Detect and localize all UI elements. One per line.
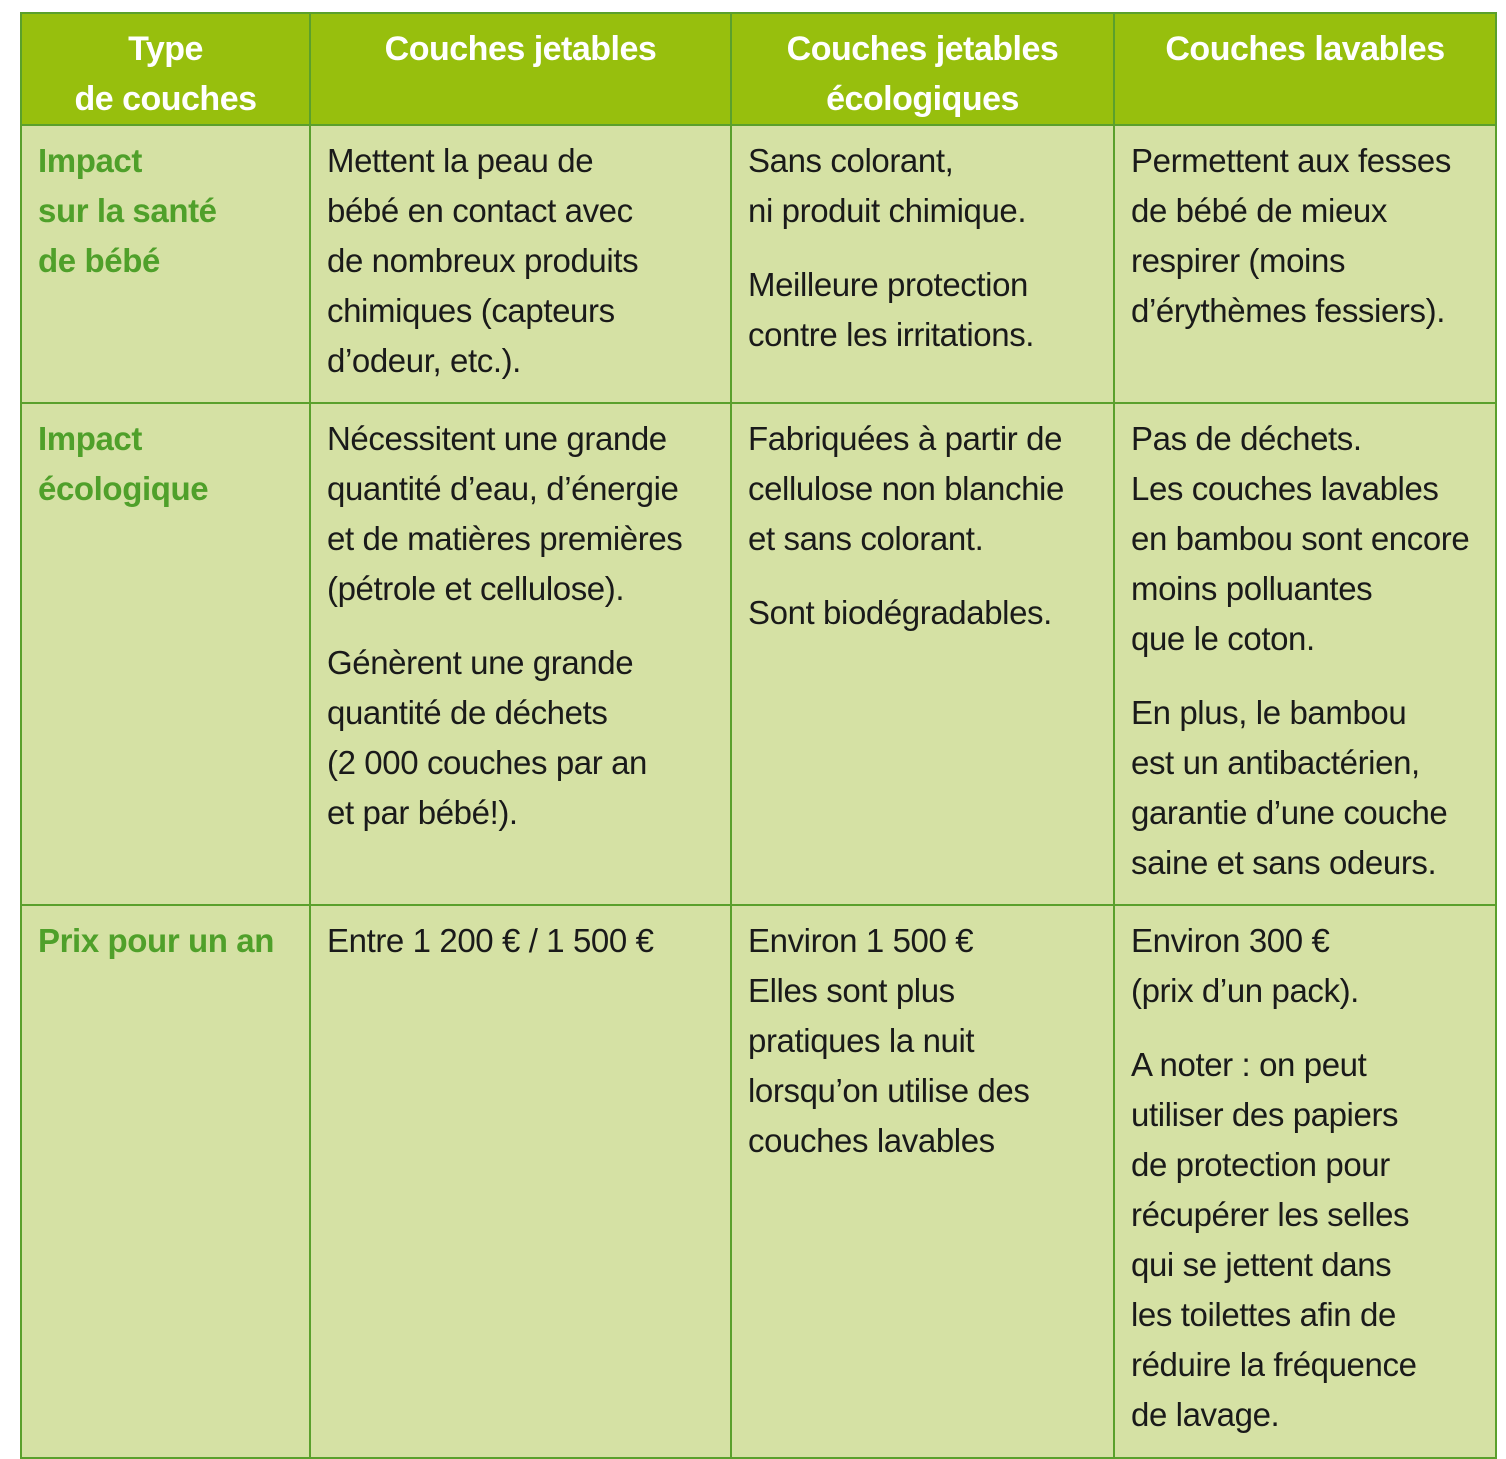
comparison-table (20, 12, 1497, 1459)
text-line: que le coton. (1131, 620, 1315, 657)
text-line: (prix d’un pack). (1131, 972, 1359, 1009)
text-line: Couches jetables (384, 30, 657, 68)
text-line: en bambou sont encore (1131, 520, 1470, 557)
row-label-impact-ecologique (21, 403, 310, 905)
paragraph (1131, 688, 1487, 888)
paragraph (327, 136, 722, 386)
text-line: pratiques la nuit (748, 1022, 975, 1059)
text-line: Elles sont plus (748, 972, 955, 1009)
header-type (21, 13, 310, 125)
text-line: Impact (38, 420, 142, 457)
text-line: lorsqu’on utilise des (748, 1072, 1030, 1109)
row-label-impact-sante (21, 125, 310, 403)
text-line: et par bébé!). (327, 794, 518, 831)
cell-ecologique-jetables (310, 403, 731, 905)
text-line: A noter : on peut (1131, 1046, 1367, 1083)
text-line: Environ 300 € (1131, 922, 1330, 959)
text-line: ni produit chimique. (748, 192, 1027, 229)
cell-prix-lavables (1114, 905, 1496, 1458)
text-line: Couches lavables (1165, 30, 1445, 68)
text-line: les toilettes afin de (1131, 1296, 1396, 1333)
header-couches-ecologiques (731, 13, 1114, 125)
text-line: récupérer les selles (1131, 1196, 1410, 1233)
text-line: Prix pour un an (38, 922, 275, 959)
text-line: d’érythèmes fessiers). (1131, 292, 1445, 329)
paragraph (748, 260, 1105, 360)
paragraph (327, 414, 722, 614)
text-line: sur la santé (38, 192, 217, 229)
text-line: (pétrole et cellulose). (327, 570, 625, 607)
text-line: écologique (38, 470, 209, 507)
paragraph (748, 588, 1105, 638)
text-line: de bébé (38, 242, 160, 279)
row-label-prix (21, 905, 310, 1458)
text-line: de bébé de mieux (1131, 192, 1387, 229)
text-line: de nombreux produits (327, 242, 639, 279)
text-line: de protection pour (1131, 1146, 1390, 1183)
text-line: et de matières premières (327, 520, 683, 557)
text-line: saine et sans odeurs. (1131, 844, 1437, 881)
text-line: écologiques (826, 80, 1019, 118)
text-line: contre les irritations. (748, 316, 1035, 353)
text-line: couches lavables (748, 1122, 995, 1159)
text-line: Fabriquées à partir de (748, 420, 1063, 457)
text-line: Impact (38, 142, 142, 179)
cell-ecologique-lavables (1114, 403, 1496, 905)
text-line: Entre 1 200 € / 1 500 € (327, 922, 654, 959)
text-line: Génèrent une grande (327, 644, 634, 681)
cell-prix-jetables (310, 905, 731, 1458)
row-prix (21, 905, 1496, 1458)
cell-sante-lavables (1114, 125, 1496, 403)
text-line: Pas de déchets. (1131, 420, 1362, 457)
text-line: garantie d’une couche (1131, 794, 1448, 831)
text-line: En plus, le bambou (1131, 694, 1407, 731)
paragraph (327, 916, 722, 966)
text-line: chimiques (capteurs (327, 292, 615, 329)
text-line: est un antibactérien, (1131, 744, 1420, 781)
row-impact-ecologique (21, 403, 1496, 905)
text-line: et sans colorant. (748, 520, 984, 557)
paragraph (1131, 414, 1487, 664)
text-line: d’odeur, etc.). (327, 342, 521, 379)
cell-ecologique-ecologiques (731, 403, 1114, 905)
text-line: moins polluantes (1131, 570, 1373, 607)
text-line: cellulose non blanchie (748, 470, 1064, 507)
text-line: Permettent aux fesses (1131, 142, 1451, 179)
cell-prix-ecologiques (731, 905, 1114, 1458)
text-line: respirer (moins (1131, 242, 1346, 279)
text-line: réduire la fréquence (1131, 1346, 1417, 1383)
text-line: Sont biodégradables. (748, 594, 1052, 631)
text-line: Type (128, 30, 203, 68)
text-line: (2 000 couches par an (327, 744, 647, 781)
header-row (21, 13, 1496, 125)
row-impact-sante (21, 125, 1496, 403)
text-line: Couches jetables (786, 30, 1059, 68)
text-line: quantité de déchets (327, 694, 608, 731)
text-line: Environ 1 500 € (748, 922, 974, 959)
paragraph (748, 414, 1105, 564)
text-line: Mettent la peau de (327, 142, 594, 179)
text-line: quantité d’eau, d’énergie (327, 470, 679, 507)
header-couches-lavables (1114, 13, 1496, 125)
paragraph (1131, 916, 1487, 1016)
text-line: Sans colorant, (748, 142, 954, 179)
paragraph (327, 638, 722, 838)
cell-sante-jetables (310, 125, 731, 403)
text-line: de lavage. (1131, 1396, 1280, 1433)
header-couches-jetables (310, 13, 731, 125)
paragraph (1131, 136, 1487, 336)
text-line: utiliser des papiers (1131, 1096, 1399, 1133)
text-line: qui se jettent dans (1131, 1246, 1392, 1283)
text-line: de couches (74, 80, 257, 118)
text-line: Nécessitent une grande (327, 420, 667, 457)
paragraph (748, 916, 1105, 1166)
text-line: bébé en contact avec (327, 192, 633, 229)
paragraph (748, 136, 1105, 236)
cell-sante-ecologiques (731, 125, 1114, 403)
paragraph (1131, 1040, 1487, 1440)
text-line: Meilleure protection (748, 266, 1028, 303)
text-line: Les couches lavables (1131, 470, 1439, 507)
